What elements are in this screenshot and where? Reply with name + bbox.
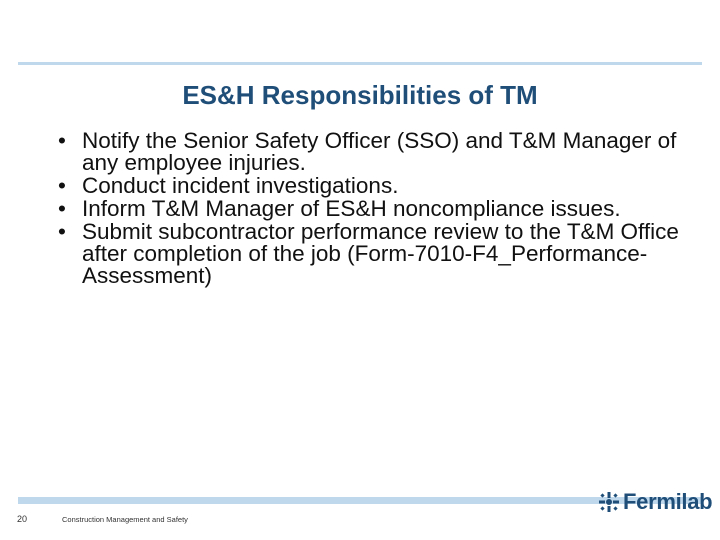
- bullet-dot: •: [58, 128, 66, 153]
- bullet-text: Conduct incident investigations.: [82, 173, 399, 198]
- page-number: 20: [17, 514, 28, 524]
- bullet-dot: •: [58, 196, 66, 221]
- bullet-text: Inform T&M Manager of ES&H noncompliance issues.: [82, 196, 621, 221]
- footer-caption: Construction Management and Safety: [62, 515, 188, 524]
- bullet-dot: •: [58, 173, 66, 198]
- bullet-dot: •: [58, 219, 66, 244]
- bullet-item: [58, 130, 688, 174]
- bullet-item: [58, 198, 688, 220]
- logo-text: Fermilab: [623, 489, 713, 514]
- bullet-item: [58, 175, 688, 197]
- bullet-item: [58, 221, 688, 287]
- fermilab-logo-icon: [598, 491, 620, 513]
- top-divider: [18, 62, 702, 65]
- bullet-list: [58, 130, 688, 288]
- bullet-text: Submit subcontractor performance review to the T&M Office after completion of the job (Form-7010-F4_Performance-Assessment): [82, 219, 679, 288]
- bullet-text: Notify the Senior Safety Officer (SSO) and T&M Manager of any employee injuries.: [82, 128, 677, 175]
- fermilab-logo: [598, 489, 712, 515]
- slide-title: ES&H Responsibilities of TM: [182, 80, 538, 110]
